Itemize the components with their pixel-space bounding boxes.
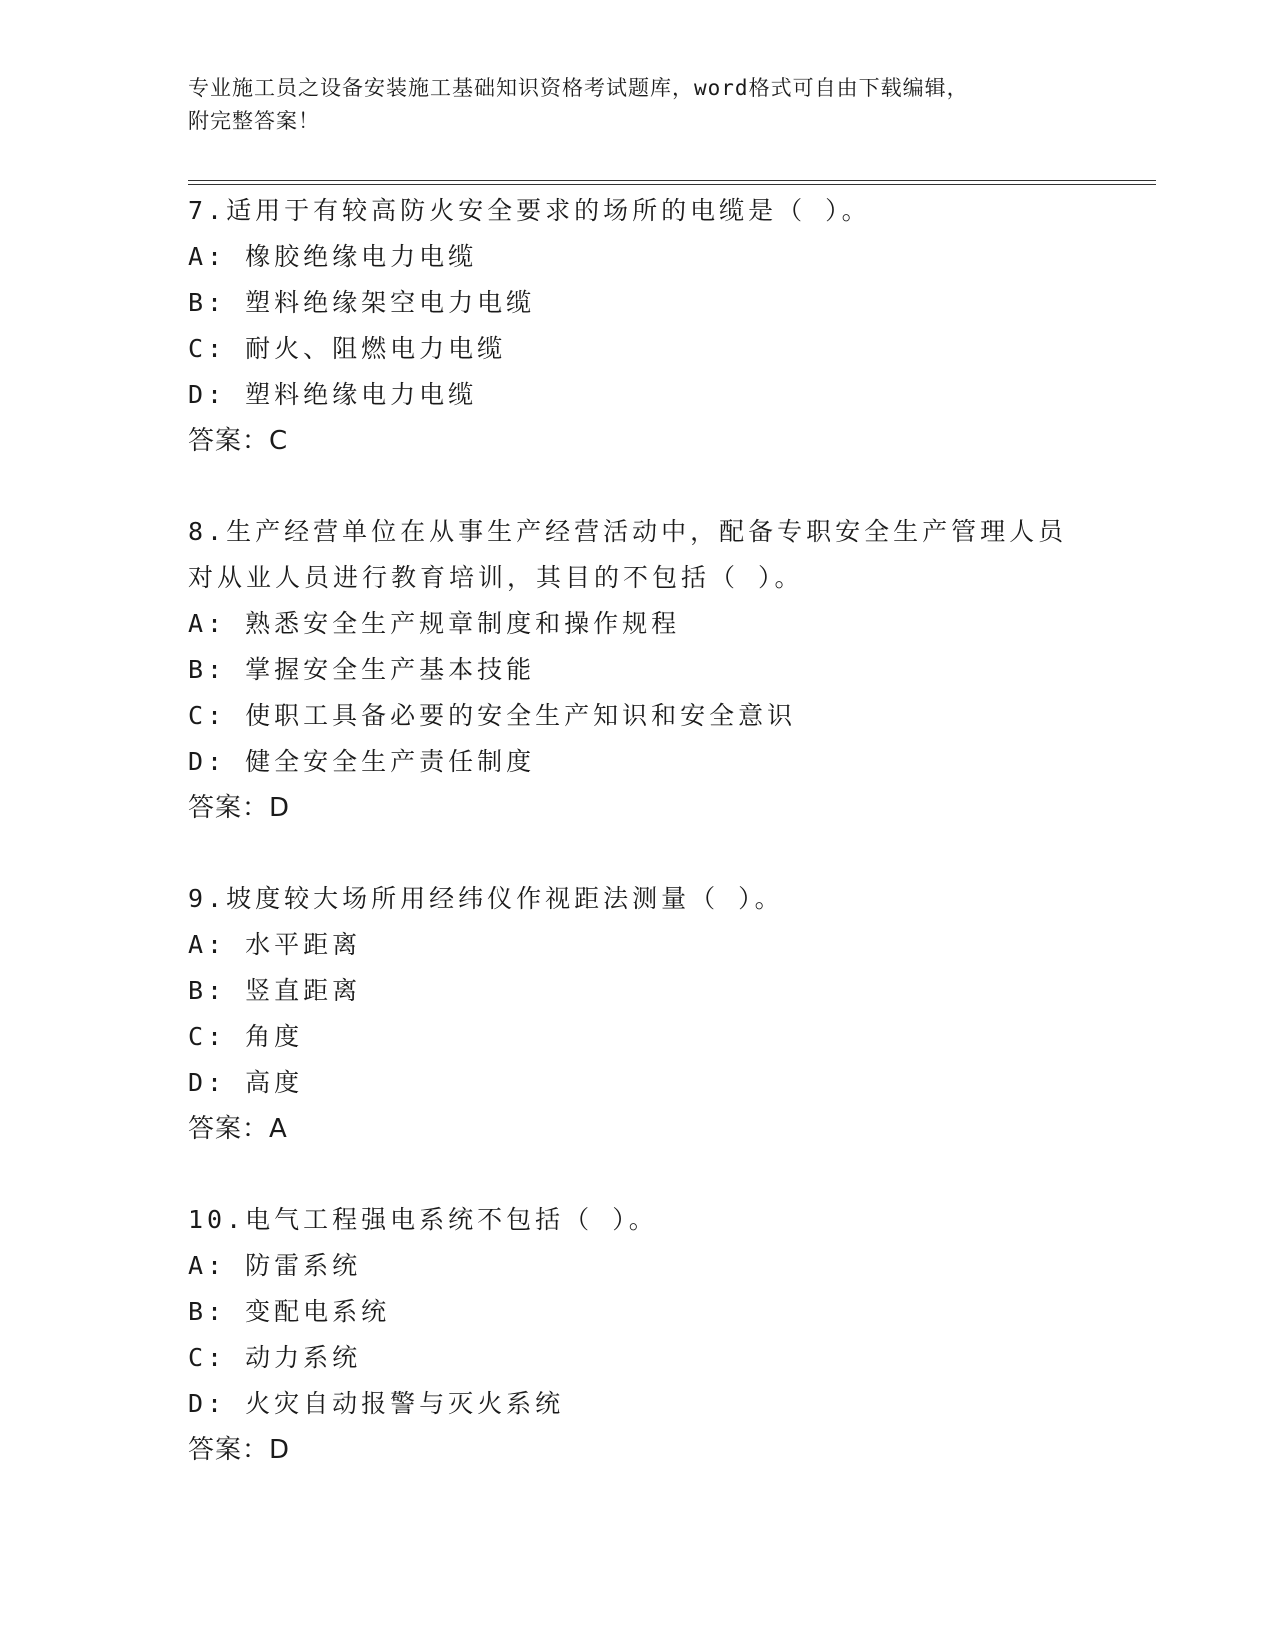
option-d: D: 塑料绝缘电力电缆 — [188, 380, 478, 409]
option-b: B: 竖直距离 — [188, 976, 362, 1005]
question-text-line-1: 8.生产经营单位在从事生产经营活动中，配备专职安全生产管理人员 — [188, 517, 1068, 546]
question-text: 9.坡度较大场所用经纬仪作视距法测量（ ）。 — [188, 884, 784, 913]
option-b: B: 变配电系统 — [188, 1297, 391, 1326]
question-text: 7.适用于有较高防火安全要求的场所的电缆是（ ）。 — [188, 196, 871, 225]
option-c: C: 角度 — [188, 1022, 304, 1051]
answer: 答案：D — [188, 793, 291, 823]
option-c: C: 动力系统 — [188, 1343, 362, 1372]
option-b: B: 塑料绝缘架空电力电缆 — [188, 288, 536, 317]
question-text: 10.电气工程强电系统不包括（ ）。 — [188, 1205, 658, 1234]
question-8 — [188, 509, 1148, 831]
option-d: D: 健全安全生产责任制度 — [188, 747, 536, 776]
option-c: C: 使职工具备必要的安全生产知识和安全意识 — [188, 701, 797, 730]
question-10 — [188, 1197, 1148, 1473]
option-a: A: 橡胶绝缘电力电缆 — [188, 242, 478, 271]
answer: 答案：A — [188, 1114, 288, 1144]
answer: 答案：D — [188, 1435, 291, 1465]
option-d: D: 火灾自动报警与灭火系统 — [188, 1389, 565, 1418]
option-c: C: 耐火、阻燃电力电缆 — [188, 334, 507, 363]
header-line-1: 专业施工员之设备安装施工基础知识资格考试题库，word格式可自由下载编辑， — [188, 76, 969, 100]
question-7 — [188, 188, 1148, 464]
document-header — [188, 72, 1088, 138]
question-text-line-2: 对从业人员进行教育培训，其目的不包括（ ）。 — [188, 563, 804, 592]
option-d: D: 高度 — [188, 1068, 304, 1097]
option-a: A: 水平距离 — [188, 930, 362, 959]
header-divider-bottom — [188, 184, 1156, 185]
header-divider-top — [188, 180, 1156, 181]
option-a: A: 熟悉安全生产规章制度和操作规程 — [188, 609, 681, 638]
question-9 — [188, 876, 1148, 1152]
option-b: B: 掌握安全生产基本技能 — [188, 655, 536, 684]
answer: 答案：C — [188, 426, 289, 456]
question-list — [188, 188, 1148, 1518]
option-a: A: 防雷系统 — [188, 1251, 362, 1280]
header-line-2: 附完整答案！ — [188, 109, 320, 133]
